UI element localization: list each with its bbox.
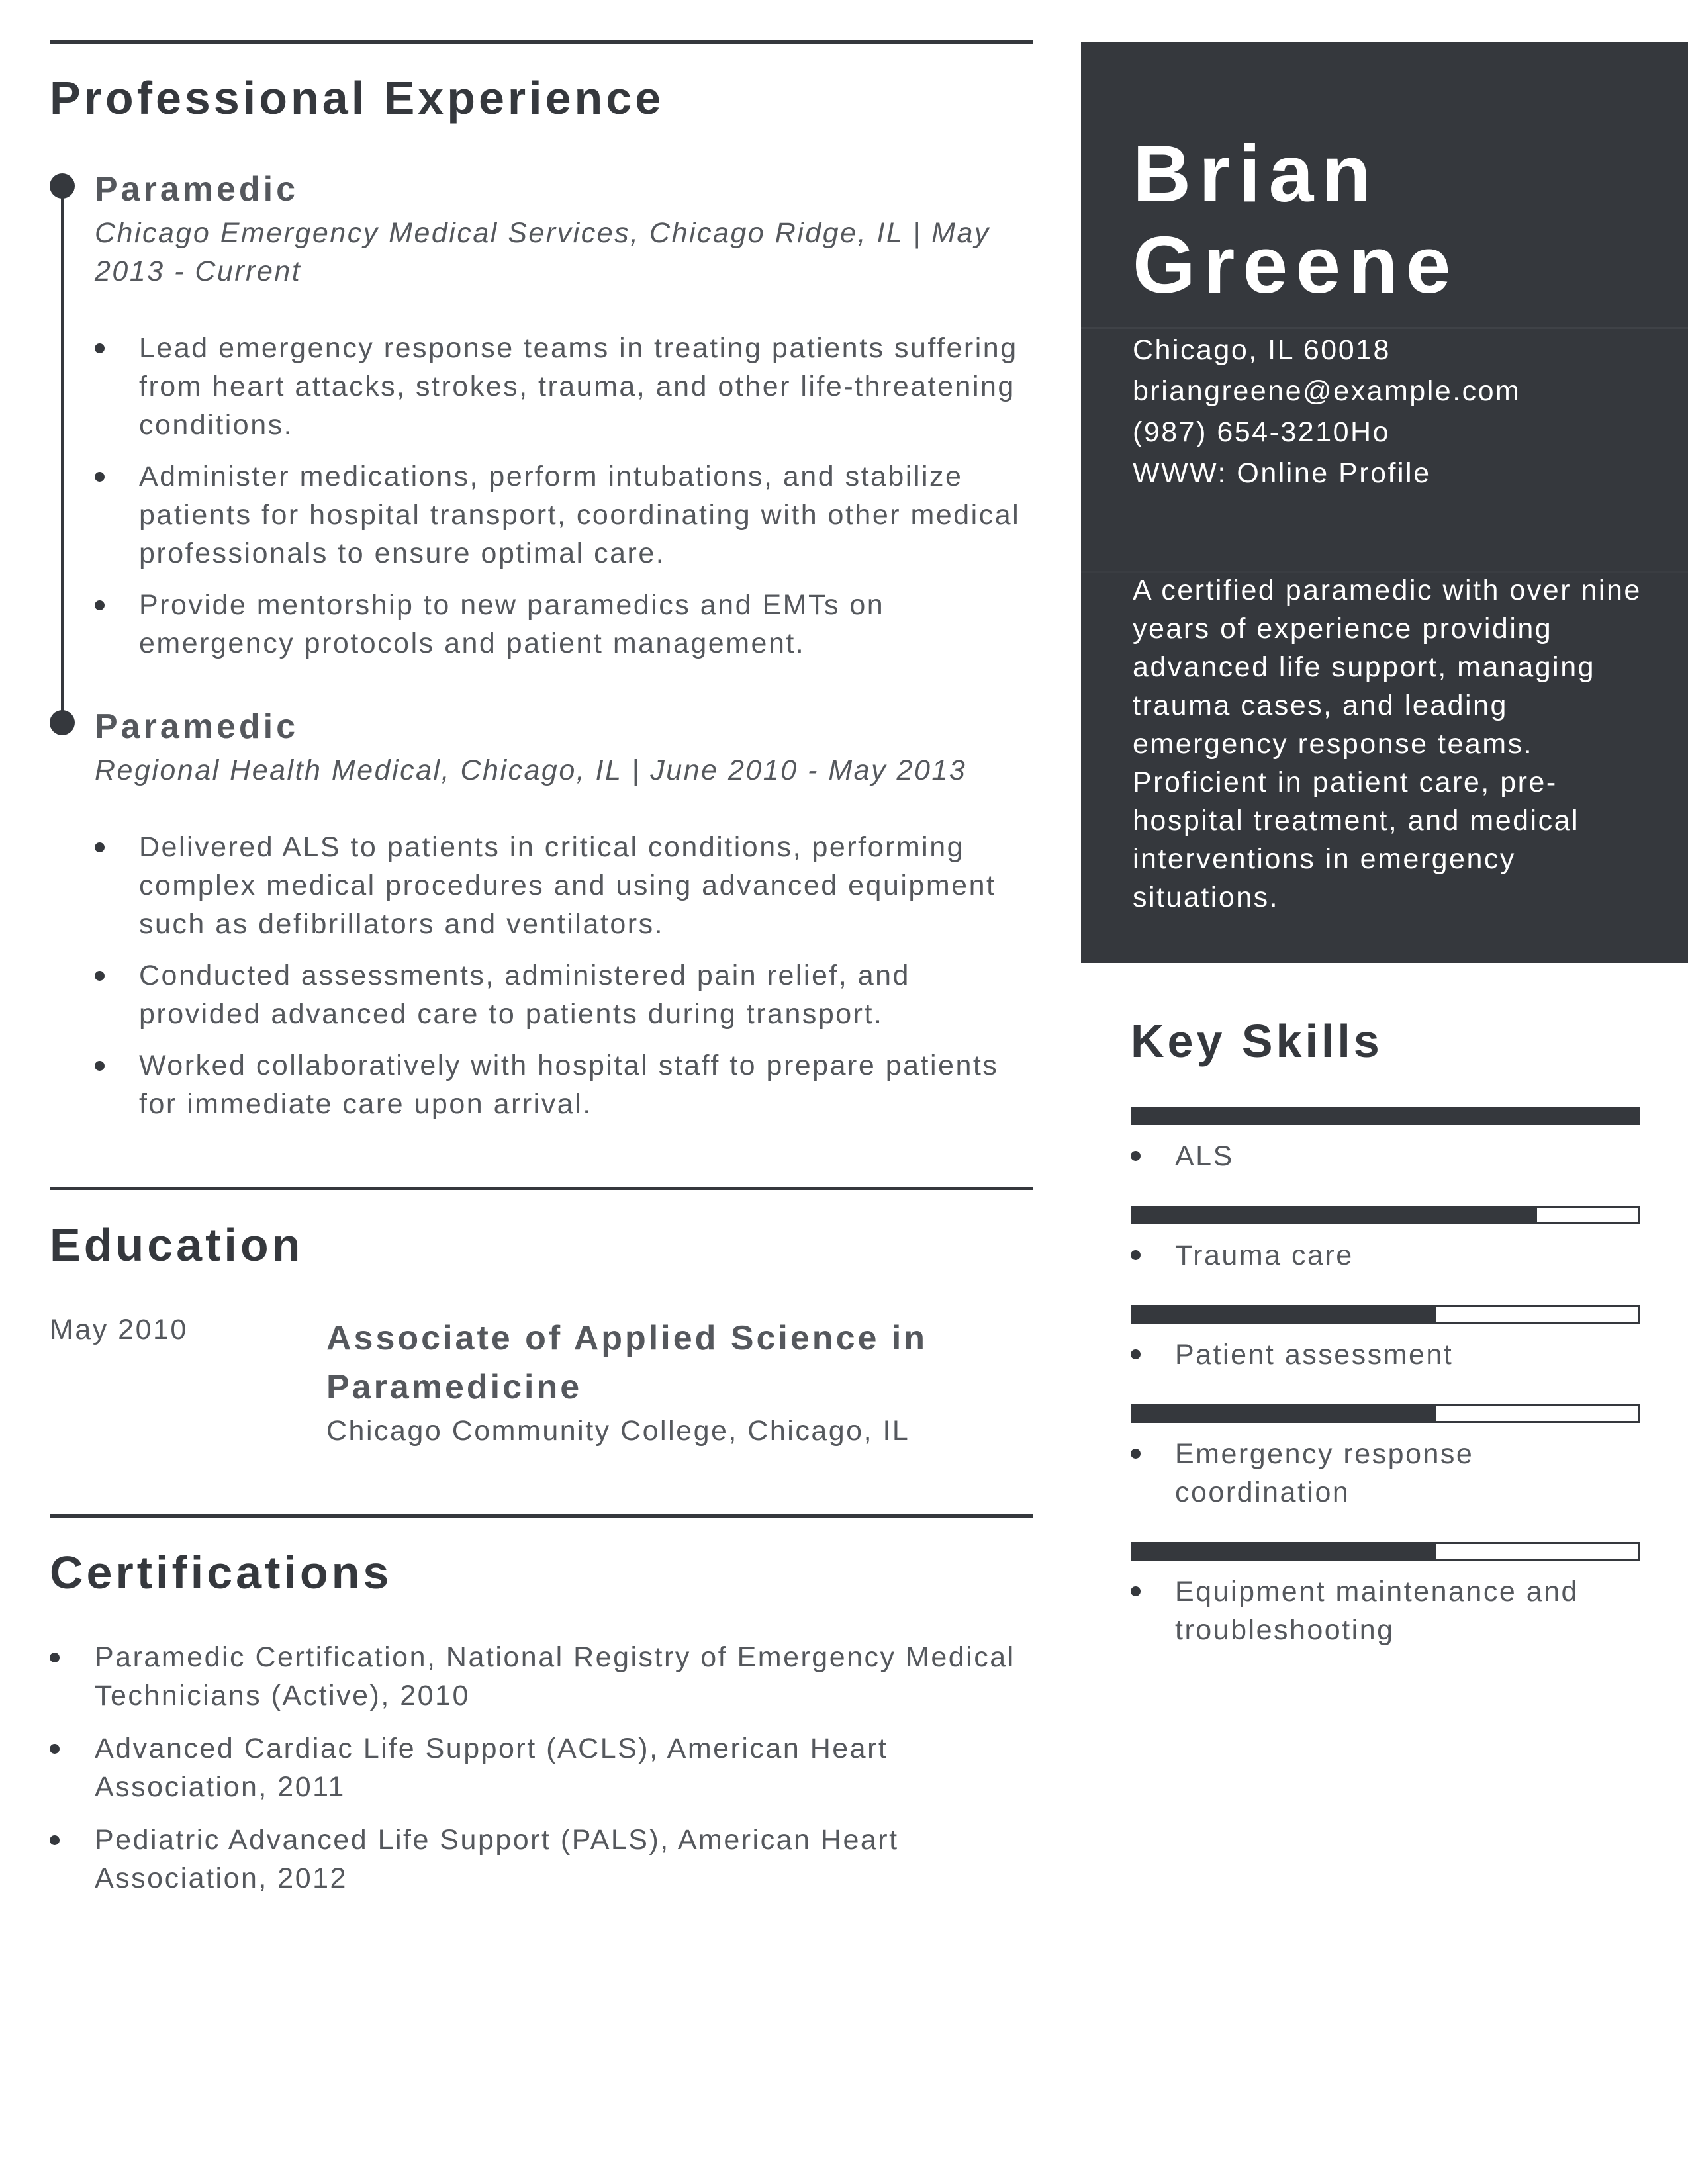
list-item: Administer medications, perform intubations, and stabilize patients for hospital transport, coordinating with other medical professionals to ensure optimal care. <box>139 457 1035 572</box>
timeline-dot <box>50 173 75 199</box>
experience-timeline <box>61 179 64 721</box>
list-item: Paramedic Certification, National Registry of Emergency Medical Technicians (Active), 2010 <box>95 1638 1035 1715</box>
skill-item <box>1131 1107 1640 1175</box>
address: Chicago, IL 60018 <box>1133 334 1391 366</box>
skill-level-bar <box>1131 1305 1640 1324</box>
section-title-certifications: Certifications <box>50 1547 393 1598</box>
education-date: May 2010 <box>50 1314 188 1345</box>
section-title-experience: Professional Experience <box>50 72 665 124</box>
candidate-name <box>1133 128 1458 310</box>
education-school: Chicago Community College, Chicago, IL <box>326 1415 910 1447</box>
skill-level-fill <box>1133 1544 1436 1559</box>
bullet-icon <box>1131 1250 1141 1260</box>
skill-level-bar <box>1131 1206 1640 1224</box>
profile-panel <box>1081 42 1688 963</box>
first-name: Brian <box>1133 128 1379 218</box>
job-title: Paramedic <box>95 707 299 746</box>
professional-summary: A certified paramedic with over nine years of experience providing advanced life support, managing trauma cases, and leading emergency response teams. Proficient in patient care, pre-hospital treatment, and medical interventions in emergency situations. <box>1133 574 1642 913</box>
panel-divider <box>1081 327 1688 329</box>
certifications-list <box>95 1638 1035 1912</box>
section-title-skills: Key Skills <box>1131 1015 1383 1067</box>
phone: (987) 654-3210Ho <box>1133 416 1391 448</box>
last-name: Greene <box>1133 220 1459 310</box>
job-bullets <box>95 329 1035 662</box>
skill-label: ALS <box>1175 1140 1234 1172</box>
job-bullets <box>95 828 1035 1123</box>
skill-label: Emergency response coordination <box>1175 1438 1474 1508</box>
job-meta: Chicago Emergency Medical Services, Chicago Ridge, IL | May 2013 - Current <box>95 217 990 288</box>
skill-label: Trauma care <box>1175 1240 1354 1271</box>
skill-item <box>1131 1404 1640 1512</box>
education-degree: Associate of Applied Science in Paramedicine <box>326 1319 928 1406</box>
website-link[interactable]: WWW: Online Profile <box>1133 457 1431 489</box>
skill-label: Equipment maintenance and troubleshooting <box>1175 1576 1579 1646</box>
list-item: Provide mentorship to new paramedics and EMTs on emergency protocols and patient management. <box>139 586 1035 662</box>
skill-item <box>1131 1542 1640 1649</box>
section-divider <box>50 1187 1033 1190</box>
skill-level-bar <box>1131 1107 1640 1125</box>
skill-level-fill <box>1133 1208 1537 1222</box>
section-title-education: Education <box>50 1219 304 1271</box>
skill-label: Patient assessment <box>1175 1339 1454 1371</box>
email-link[interactable]: briangreene@example.com <box>1133 375 1521 407</box>
list-item: Lead emergency response teams in treating patients suffering from heart attacks, strokes, trauma, and other life-threatening conditions. <box>139 329 1035 444</box>
list-item: Delivered ALS to patients in critical conditions, performing complex medical procedures and using advanced equipment such as defibrillators and ventilators. <box>139 828 1035 943</box>
skill-item <box>1131 1206 1640 1275</box>
skill-level-fill <box>1133 1307 1436 1322</box>
list-item: Worked collaboratively with hospital staff to prepare patients for immediate care upon arrival. <box>139 1046 1035 1123</box>
contact-info <box>1133 330 1662 494</box>
bullet-icon <box>1131 1349 1141 1359</box>
timeline-dot <box>50 710 75 735</box>
section-divider <box>50 40 1033 44</box>
section-divider <box>50 1514 1033 1518</box>
skill-level-fill <box>1133 1406 1436 1421</box>
job-entry <box>95 171 1035 676</box>
skill-level-fill <box>1133 1109 1638 1123</box>
bullet-icon <box>1131 1449 1141 1459</box>
list-item: Pediatric Advanced Life Support (PALS), American Heart Association, 2012 <box>95 1821 1035 1897</box>
skill-level-bar <box>1131 1542 1640 1561</box>
education-entry <box>326 1314 1028 1450</box>
job-title: Paramedic <box>95 170 299 208</box>
skill-item <box>1131 1305 1640 1374</box>
list-item: Advanced Cardiac Life Support (ACLS), American Heart Association, 2011 <box>95 1729 1035 1806</box>
job-entry <box>95 708 1035 1136</box>
skill-level-bar <box>1131 1404 1640 1423</box>
bullet-icon <box>1131 1586 1141 1596</box>
bullet-icon <box>1131 1151 1141 1161</box>
list-item: Conducted assessments, administered pain relief, and provided advanced care to patients during transport. <box>139 956 1035 1033</box>
job-meta: Regional Health Medical, Chicago, IL | June 2010 - May 2013 <box>95 754 967 787</box>
